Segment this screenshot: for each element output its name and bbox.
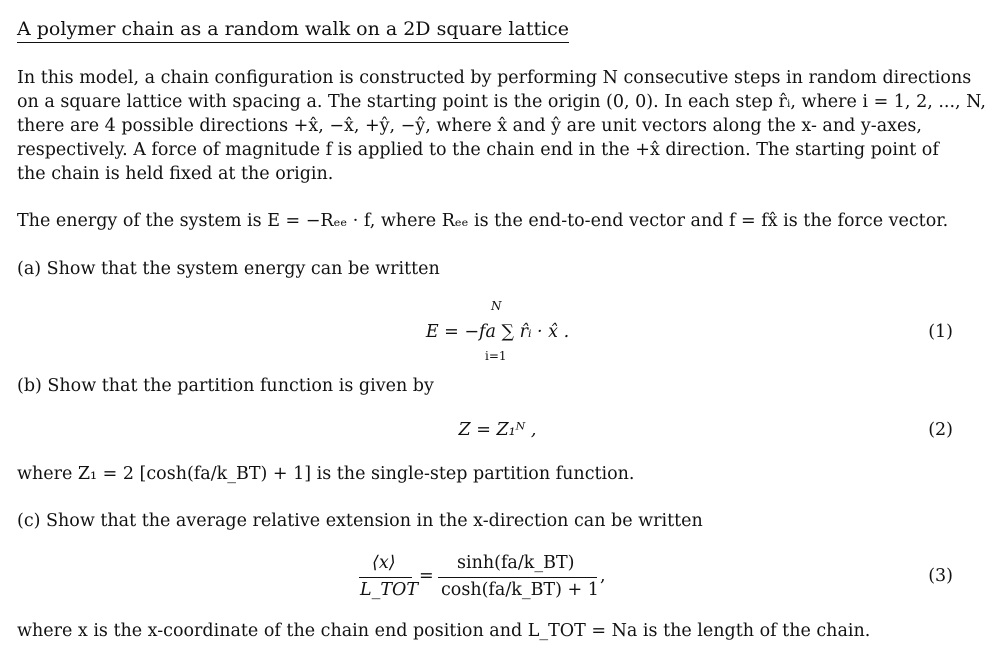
equation-3-number: (3) — [928, 566, 953, 586]
eq3-trailing-comma: , — [600, 566, 606, 586]
intro-line: the chain is held fixed at the origin. — [17, 164, 334, 184]
eq3-rhs-numerator: sinh(fa/k_BT) — [457, 553, 575, 573]
page-title: A polymer chain as a random walk on a 2D square lattice — [17, 18, 569, 43]
closing-line: where x is the x-coordinate of the chain end position and L_TOT = Na is the length of the chain. — [17, 621, 871, 641]
equation-1: E = −fa ∑ r̂ᵢ · x̂ . — [425, 322, 570, 342]
equation-1-number: (1) — [928, 322, 953, 342]
eq3-lhs-numerator: ⟨x⟩ — [372, 553, 396, 573]
eq3-rhs-denominator: cosh(fa/k_BT) + 1 — [441, 580, 599, 600]
part-b-text: (b) Show that the partition function is given by — [17, 376, 434, 396]
energy-paragraph: The energy of the system is E = −Rₑₑ · f, where Rₑₑ is the end-to-end vector and f = fx̂ is the force vector. — [17, 211, 949, 231]
sum-upper-limit: N — [491, 299, 502, 313]
z1-definition: where Z₁ = 2 [cosh(fa/k_BT) + 1] is the single-step partition function. — [17, 464, 635, 484]
part-a-text: (a) Show that the system energy can be written — [17, 259, 440, 279]
eq3-lhs-denominator: L_TOT — [360, 580, 419, 600]
part-c-text: (c) Show that the average relative extension in the x-direction can be written — [17, 511, 703, 531]
eq3-lhs-fraction-bar — [359, 577, 412, 578]
intro-line: on a square lattice with spacing a. The starting point is the origin (0, 0). In each step r̂ᵢ, where i = 1, 2, ..., N, — [17, 92, 986, 112]
intro-line: respectively. A force of magnitude f is applied to the chain end in the +x̂ direction. The starting point of — [17, 140, 939, 160]
eq3-equals: = — [419, 566, 434, 586]
intro-line: In this model, a chain configuration is constructed by performing N consecutive steps in random directions — [17, 68, 972, 88]
intro-line: there are 4 possible directions +x̂, −x̂, +ŷ, −ŷ, where x̂ and ŷ are unit vectors along the x- and y-axes, — [17, 116, 922, 136]
equation-2: Z = Z₁ᴺ , — [458, 420, 537, 440]
intro-paragraph — [17, 66, 986, 186]
eq3-rhs-fraction-bar — [438, 577, 597, 578]
sum-lower-limit: i=1 — [485, 349, 507, 363]
equation-2-number: (2) — [928, 420, 953, 440]
